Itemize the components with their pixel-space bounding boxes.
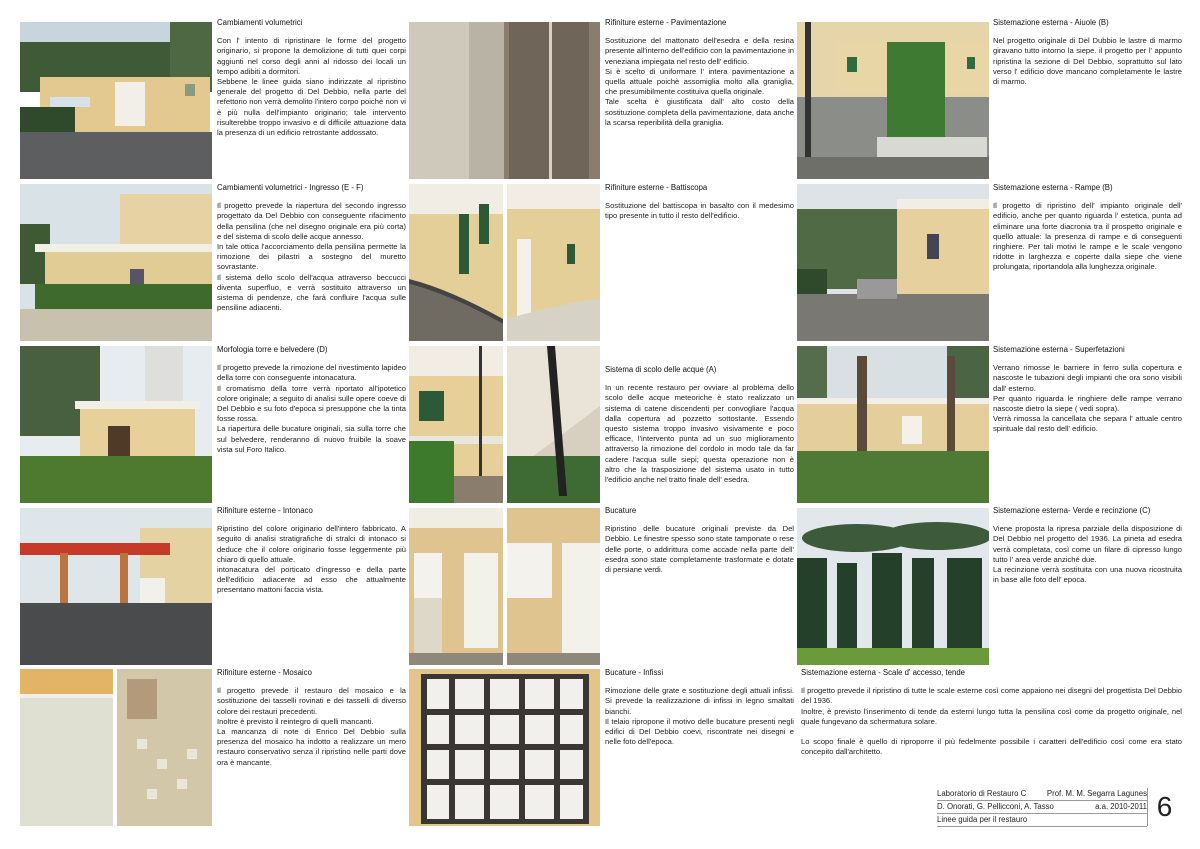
- section-baseboard: [605, 183, 794, 222]
- professor-name: Prof. M. M. Segarra Lagunes: [1046, 789, 1147, 798]
- page-number: 6: [1156, 791, 1173, 822]
- photo-green-fence: [797, 508, 989, 665]
- photo-flowerbeds: [797, 22, 989, 179]
- section-body: Sostituzione del mattonato dell'esedra e della resina presente all'interno dell'edificio con la pavimentazione in veneziana impiegata nel resto dell' edificio. Si è scelto di uniformare l' intera pavimentazione a quella attuale poichè assomiglia molto alla graniglia, che presumibilmente costituiva quella originale. Tale scelta è giustificata dall' alto costo della sostituzione completa della pavimentazione, data anche la scarsa reperibilità della graniglia.: [605, 36, 794, 127]
- section-body: Il progetto prevede il ripristino di tutte le scale esterne così come appaiono nei disegni del progettista Del Debbio del 1936. Inoltre, è previsto l'inserimento di tende da esterni lungo tutta la pensilina così come da progetto originale, nel quale fungevano da schermatura solare. Lo scopo finale è quello di riproporre il più fedelmente possibile i caratteri dell'edificio così come era stato concepito dall'architetto.: [801, 686, 1182, 757]
- title-block-row-2: [937, 801, 1147, 814]
- photo-openings-left: [409, 508, 503, 665]
- section-body: Il progetto di ripristino dell' impianto originale dell' edificio, anche per quanto riguarda l' estetica, punta ad eliminare una forte diacronia tra il prospetto originale e quello attuale: la presenza di rampe e di conseguenti ringhiere. Per tali motivi le rampe e le scale vengono ridotte in larghezza e coperte dalla siepe che viene prolungata, riportandola alla lunghezza originale.: [993, 201, 1182, 272]
- photo-entrance: [20, 184, 212, 341]
- section-title: Rifiniture esterne - Mosaico: [217, 668, 312, 677]
- photo-drainage-wall: [409, 346, 503, 503]
- section-title: Sistema di scolo delle acque (A): [605, 365, 717, 374]
- section-openings: [605, 506, 794, 575]
- section-title: Sistemazione esterna - Scale d' accesso, tende: [801, 668, 966, 677]
- section-title: Cambiamenti volumetrici - Ingresso (E - F): [217, 183, 364, 192]
- section-title: Morfologia torre e belvedere (D): [217, 345, 328, 354]
- photo-mosaic-right: [117, 669, 212, 826]
- title-block-row-1: [937, 788, 1147, 801]
- photo-window-frames: [409, 669, 600, 826]
- section-entrance: [217, 183, 406, 313]
- section-body: Viene proposta la ripresa parziale della disposizione di Del Debbio nel progetto del 1936. La pineta ad esedra verrà completata, così come un filare di cipresso lungo tutto l' area verde anziché due. La recinzione verrà sostituita con una nuova ricostruita in base alle foto dell' epoca.: [993, 524, 1182, 585]
- photo-volumetric-changes: [20, 22, 212, 179]
- section-flowerbeds: [993, 18, 1182, 87]
- section-green-fence: [993, 506, 1182, 585]
- photo-ramps: [797, 184, 989, 341]
- title-block-row-3: [937, 814, 1147, 827]
- section-body: Sostituzione del battiscopa in basalto con il medesimo tipo presente in tutto il resto dell'edificio.: [605, 201, 794, 221]
- section-tower: [217, 345, 406, 455]
- section-superfetations: [993, 345, 1182, 435]
- section-body: Rimozione delle grate e sostituzione degli attuali infissi. Si prevede la realizzazione di infissi in legno smaltati bianchi. Il telaio ripropone il motivo delle bucature presenti negli edifici di Del Debbio coevi, riscontrate nei disegni e nelle foto dell'epoca.: [605, 686, 794, 747]
- photo-openings-right: [507, 508, 600, 665]
- academic-year: a.a. 2010-2011: [1095, 802, 1147, 811]
- title-block: [937, 788, 1180, 826]
- section-body: Verrano rimosse le barriere in ferro sulla copertura e nascoste le tubazioni degli impianti che ora sono visibili dall' esterno. Per quanto riguarda le ringhiere delle rampe verrano nascoste dietro la siepe ( vedi sopra). Verrà rimossa la cancellata che separa l' attuale centro spirituale dal resto dell' edificio.: [993, 363, 1182, 434]
- section-title: Sistemazione esterna- Verde e recinzione (C): [993, 506, 1151, 515]
- section-title: Rifiniture esterne - Intonaco: [217, 506, 313, 515]
- section-title: Sistemazione esterna - Rampe (B): [993, 183, 1113, 192]
- section-stairs-awnings: [801, 668, 1182, 758]
- section-drainage: [605, 365, 794, 485]
- section-volumetric-changes: [217, 18, 406, 138]
- section-title: Cambiamenti volumetrici: [217, 18, 303, 27]
- section-body: Il progetto prevede la riapertura del secondo ingresso progettato da Del Debbio con conseguente rifacimento della pensilina (che nel disegno originale era più corta) e del sistema di scolo delle acque annesso. In tale ottica l'accorciamento della pensilina permette la rimozione dei pilastri a sostegno del muretto sovrastante. Il sistema dello scolo dell'acqua attraverso beccucci diventa superfluo, e verrà sostituito attraverso un sistema di pendenze, che farà confluire l'acqua sulle pensiline adiacenti.: [217, 201, 406, 313]
- section-title: Sistemazione esterna - Aiuole (B): [993, 18, 1109, 27]
- section-title: Bucature - Infissi: [605, 668, 664, 677]
- section-window-frames: [605, 668, 794, 747]
- section-title: Rifiniture esterne - Battiscopa: [605, 183, 708, 192]
- title-block-divider: [1147, 788, 1148, 826]
- photo-paving: [409, 22, 600, 179]
- student-names: D. Onorati, G. Pellicconi, A. Tasso: [937, 802, 1054, 811]
- course-name: Laboratorio di Restauro C: [937, 789, 1027, 798]
- section-title: Bucature: [605, 506, 637, 515]
- subject: Linee guida per il restauro: [937, 815, 1028, 824]
- section-body: Con l' intento di ripristinare le forme del progetto originario, si propone la demolizione di tutti quei corpi aggiunti nel corso degli anni al ridosso dei locali un tempo adibiti a dormitori. Sebbene le linee guida siano indirizzate al ripristino generale del progetto di Del Debbio, nella parte del refettorio non verrà demolito l'intero corpo poichè non vi è più nulla dell'impianto originario; tale intervento risulterebbe troppo invasivo e di difficile attuazione data la presenza di un edificio retrostante addossato.: [217, 36, 406, 138]
- section-paving: [605, 18, 794, 128]
- photo-mosaic-left: [20, 669, 113, 826]
- photo-baseboard-right: [507, 184, 600, 341]
- section-body: Nel progetto originale di Del Dubbio le lastre di marmo giravano tutto intorno la siepe. il progetto per l' appunto ripristina la sezione di Del Debbio, soprattutto sul lato verso l' edificio dove mancano completamente le lastre di marmo.: [993, 36, 1182, 87]
- section-body: In un recente restauro per ovviare al problema dello scolo delle acque meteoriche è stato realizzato un sistema di catene discendenti per convogliare l'acqua dalla copertura ad pozzetto sottostante. Essendo questo sistema troppo invasivo visivamente e poco efficace, l'intervento punta ad un suo miglioramento attraverso la rimozione del cordolo in modo tale da far cadere l'acqua sulle siepi; questa operazione non è altro che la trasposizione del sistema usato in tutto l'edificio anche nel tratto finale dell' esedra.: [605, 383, 794, 485]
- section-ramps: [993, 183, 1182, 273]
- section-body: Il progetto prevede il restauro del mosaico e la sostituzione dei tasselli rovinati e dei tasselli di diverso colore dei restauri precedenti. Inoltre è previsto il reintegro di quelli mancanti. La mancanza di note di Enrico Del Debbio sulla presenza del mosaico ha indotto a realizzare un mero restauro conservativo senza il ripristino nelle parti dove ora è mancante.: [217, 686, 406, 767]
- section-title: Rifiniture esterne - Pavimentazione: [605, 18, 727, 27]
- section-body: Ripristino del colore originario dell'intero fabbricato. A seguito di analisi stratigrafiche di stralci di intonaco si deduce che il colore originario fosse leggermente più chiaro di quello attuale. intonacatura del porticato d'ingresso e della parte dell'edificio adiacente ad esso che attualmente presentano mattoni faccia vista.: [217, 524, 406, 595]
- section-mosaic: [217, 668, 406, 768]
- photo-plaster: [20, 508, 212, 665]
- section-body: Ripristino delle bucature originali previste da Del Debbio. Le finestre spesso sono state tamponate o rese delle porte, o addirittura come accade nella parte dell' esedra sono state completamente trasformate e dotate di persiane verdi.: [605, 524, 794, 575]
- photo-tower: [20, 346, 212, 503]
- section-plaster: [217, 506, 406, 596]
- photo-drainage-chain: [507, 346, 600, 503]
- photo-superfetations: [797, 346, 989, 503]
- section-title: Sistemazione esterna - Superfetazioni: [993, 345, 1125, 354]
- section-body: Il progetto prevede la rimozione del rivestimento lapideo della torre con conseguente intonacatura. Il cromatismo della torre verrà riportato all'ipotetico colore originale; a seguito di analisi sulle opere coeve di Del Debbio e su foto d'epoca si presuppone che la tinta fosse rossa. La riapertura delle bucature originali, sia sulla torre che sul belvedere, renderanno di nuovo fruibile la soave vista sul Foro Italico.: [217, 363, 406, 454]
- photo-baseboard-left: [409, 184, 503, 341]
